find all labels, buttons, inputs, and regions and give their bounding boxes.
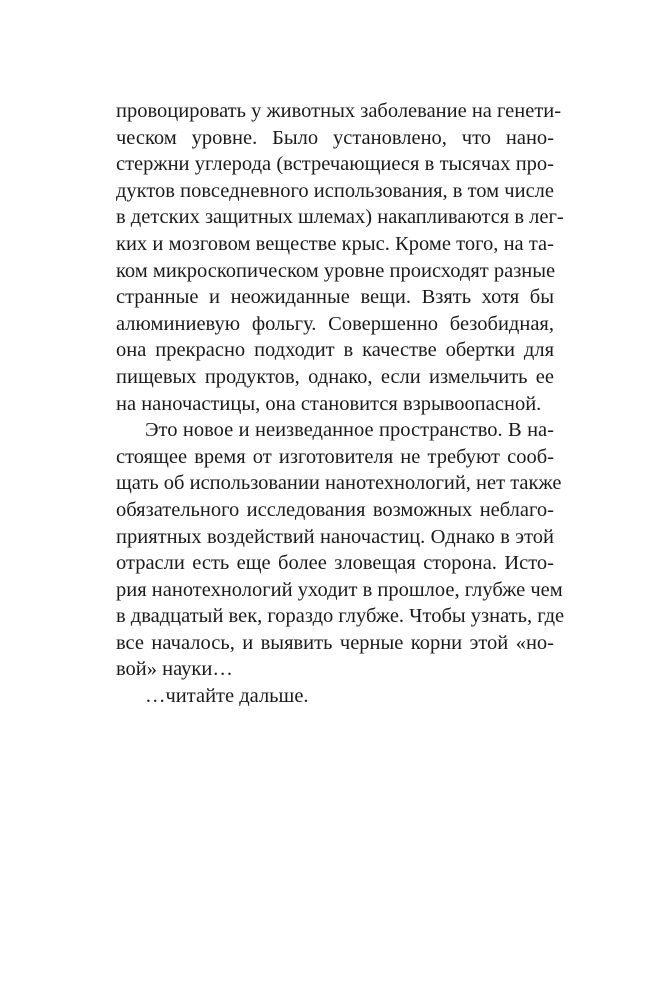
paragraph-3 <box>116 683 554 710</box>
text-line: отрасли есть еще более зловещая сторона. Исто- <box>116 552 554 575</box>
text-line: приятных воздействий наночастиц. Однако в этой <box>116 525 554 548</box>
text-line: стержни углерода (встречающиеся в тысячах про- <box>116 153 554 176</box>
text-line: обязательного исследования возможных неблаго- <box>116 498 554 521</box>
text-line: пищевых продуктов, однако, если измельчить ее <box>116 365 554 388</box>
text-line: она прекрасно подходит в качестве обертки для <box>116 339 554 362</box>
text-line: рия нанотехнологий уходит в прошлое, глубже чем <box>116 578 563 601</box>
text-line: Это новое и неизведанное пространство. В на- <box>145 419 554 442</box>
text-line: дуктов повседневного использования, в том числе <box>116 179 554 202</box>
text-line: …читайте дальше. <box>145 685 309 708</box>
text-line: стоящее время от изготовителя не требуют сооб- <box>116 445 554 468</box>
text-line: щать об использовании нанотехнологий, нет также <box>116 472 562 495</box>
text-line: провоцировать у животных заболевание на генети- <box>116 100 562 122</box>
paragraph-1 <box>116 98 564 417</box>
text-line: ких и мозговом веществе крыс. Кроме того, на та- <box>116 232 554 255</box>
text-line: вой» науки… <box>116 658 233 681</box>
text-line: ком микроскопическом уровне происходят разные <box>116 259 556 282</box>
text-line: ческом уровне. Было установлено, что нано- <box>116 126 554 149</box>
paragraph-2 <box>116 417 565 683</box>
text-line: странные и неожиданные вещи. Взять хотя бы <box>116 286 554 309</box>
body-text <box>116 98 565 710</box>
text-line: на наночастицы, она становится взрывоопасной. <box>116 392 542 415</box>
text-line: в детских защитных шлемах) накапливаются в лег- <box>116 206 564 229</box>
text-line: все началось, и выявить черные корни этой «но- <box>116 631 554 654</box>
text-line: алюминиевую фольгу. Совершенно безобидная, <box>116 312 554 335</box>
text-line: в двадцатый век, гораздо глубже. Чтобы узнать, где <box>116 605 565 628</box>
